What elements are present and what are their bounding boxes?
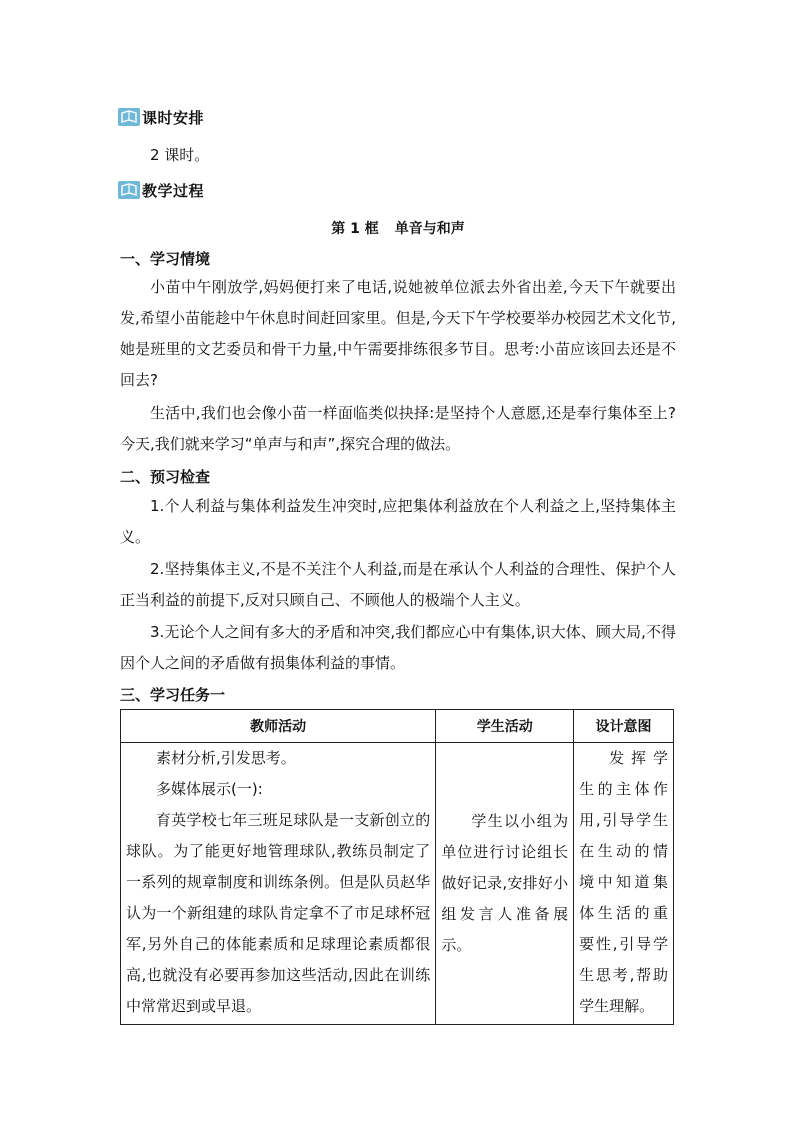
design-intent-cell: [574, 743, 674, 1025]
student-activity-text: 学生以小组为单位进行讨论组长做好记录,安排好小组发言人准备展示。: [441, 812, 569, 954]
section-title: 课时安排: [142, 108, 205, 127]
header-student-activity: 学生活动: [436, 710, 574, 743]
book-icon: [118, 108, 140, 126]
preview-item-3: 3.无论个人之间有多大的矛盾和冲突,我们都应心中有集体,识大体、顾大局,不得因个人之间的矛盾做有损集体利益的事情。: [120, 623, 676, 672]
heading-preview-check: 二、预习检查: [120, 468, 211, 486]
header-teacher-activity: 教师活动: [121, 710, 436, 743]
header-design-intent: 设计意图: [574, 710, 674, 743]
schedule-text: 2 课时。: [150, 146, 210, 164]
lesson-number: 第 1 框: [331, 221, 379, 237]
section-process-heading: [118, 179, 204, 201]
preview-item-1: 1.个人利益与集体利益发生冲突时,应把集体利益放在个人利益之上,坚持集体主义。: [120, 497, 676, 546]
heading-learning-context: 一、学习情境: [120, 250, 211, 268]
section-schedule-heading: [118, 106, 204, 128]
teacher-line-1: 素材分析,引发思考。: [156, 749, 296, 767]
teacher-line-2: 多媒体展示(一):: [156, 780, 263, 798]
student-activity-cell: [436, 743, 574, 1025]
lesson-name: 单音与和声: [394, 221, 465, 237]
book-icon: [118, 181, 140, 199]
preview-item-2: 2.坚持集体主义,不是不关注个人利益,而是在承认个人利益的合理性、保护个人正当利益的前提下,反对只顾自己、不顾他人的极端个人主义。: [120, 560, 676, 609]
table-row: [121, 743, 674, 1025]
design-intent-text: 发挥学生的主体作用,引导学生在生动的情境中知道集体生活的重要性,引导学生思考,帮助学生理解。: [579, 749, 668, 1015]
lesson-title: [120, 218, 676, 238]
table-header-row: [121, 710, 674, 743]
context-paragraph-2: 生活中,我们也会像小苗一样面临类似抉择:是坚持个人意愿,还是奉行集体至上? 今天,我们就来学习“单声与和声”,探究合理的做法。: [120, 404, 676, 453]
heading-task-one: 三、学习任务一: [120, 686, 226, 704]
teacher-material: 育英学校七年三班足球队是一支新创立的球队。为了能更好地管理球队,教练员制定了一系列的规章制度和训练条例。但是队员赵华认为一个新组建的球队肯定拿不了市足球杯冠军,另外自己的体能素质和足球理论素质都很高,也就没有必要再参加这些活动,因此在训练中常常迟到或早退。: [126, 811, 431, 1015]
teacher-activity-cell: [121, 743, 436, 1025]
activity-table: [120, 709, 674, 1025]
section-title: 教学过程: [142, 181, 205, 200]
context-paragraph-1: 小苗中午刚放学,妈妈便打来了电话,说她被单位派去外省出差,今天下午就要出发,希望小苗能趁中午休息时间赶回家里。但是,今天下午学校要举办校园艺术文化节,她是班里的文艺委员和骨干力量,中午需要排练很多节目。思考:小苗应该回去还是不回去?: [120, 278, 676, 389]
